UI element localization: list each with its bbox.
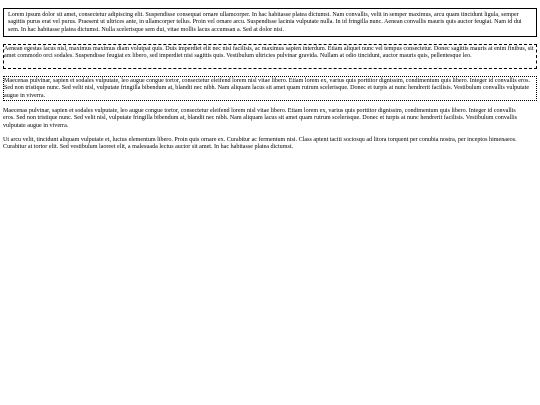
bordered-paragraph-dashed [3,44,537,69]
bordered-paragraph-solid [3,8,537,37]
plain-paragraph: Ut arcu velit, tincidunt aliquam vulputate et, luctus elementum libero. Proin quis ornare ex. Curabitur ac fermentum nisi. Class aptent taciti sociosqu ad litora torquent per conubia nostra, per inceptos himenaeos. Curabitur at tortor elit. Sed vestibulum laoreet elit, a malesuada lectus auctor sit amet. In hac habitasse platea dictumst. [3,137,517,151]
paragraph-text: Maecenas pulvinar, sapien et sodales vulputate, leo augue congue tortor, consectetur eleifend lorem nisl vitae libero. Etiam lorem ex, varius quis porttitor dignissim, condimentum quis libero. Integer id convallis eros. Sed non tristique nunc. Sed velit nisl, vulputate fringilla bibendum at, blandit nec nibh. Nam aliquam lacus sit amet quam rutrum scelerisque. Donec et turpis at nunc hendrerit facilisis. Vestibulum convallis vulputate augue in viverra. [4,78,530,99]
paragraph-text: Aenean egestas lacus nisl, maximus maximus diam volutpat quis. Duis imperdiet elit nec nisi facilisis, ac maximus sapien interdum. Etiam aliquet nunc vel tempus consectetur. Donec sagittis mauris at enim finibus, sit amet commodo orci sodales. Suspendisse feugiat ex libero, sed imperdiet nisi sagittis quis. Vestibulum ultricies pulvinar gravida. Nullam at odio tincidunt, auctor mauris quis, pellentesque leo. [4,46,534,60]
plain-paragraph: Maecenas pulvinar, sapien et sodales vulputate, leo augue congue tortor, consectetur eleifend lorem nisl vitae libero. Etiam lorem ex, varius quis porttitor dignissim, condimentum quis libero. Integer id convallis eros. Sed non tristique nunc. Sed velit nisl, vulputate fringilla bibendum at, blandit nec nibh. Nam aliquam lacus sit amet quam rutrum scelerisque. Donec et turpis at nunc hendrerit facilisis. Vestibulum convallis vulputate augue in viverra. [3,108,518,129]
paragraph-text: Lorem ipsum dolor sit amet, consectetur adipiscing elit. Suspendisse consequat ornare ullamcorper. In hac habitasse platea dictumst. Nam convallis, velit in semper maximus, arcu quam tincidunt ligula, semper sagittis purus erat vel purus. Praesent ut ultrices ante, in ullamcorper tellus. Proin vel ornare arcu. Suspendisse lacinia vulputate nulla. In id fringilla nunc. Aenean convallis mauris quis auctor feugiat. Nam id dui sem. In hac habitasse platea dictumst. Nulla scelerisque sem dui, vitae mollis lacus accumsan a. Sed at dolor nisi. [8,12,522,33]
bordered-paragraph-dotted [3,76,537,101]
